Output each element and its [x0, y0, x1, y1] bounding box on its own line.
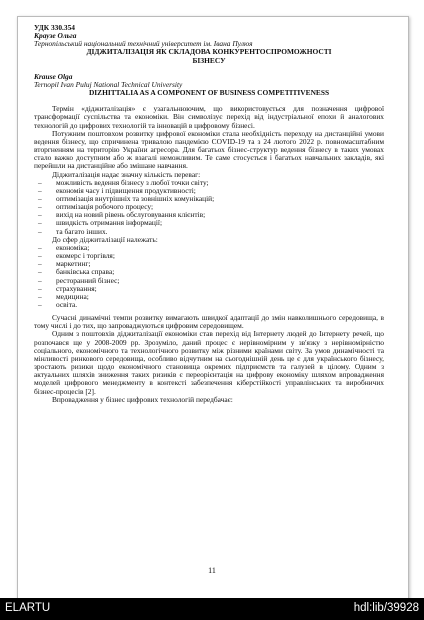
author-en: Krause Olga	[34, 71, 73, 81]
list-item-text: можливість ведення бізнесу з любої точки світу;	[56, 177, 209, 187]
list1-intro: Діджиталізація надає значну кількість переваг:	[52, 169, 201, 179]
list2-intro: До сфер діджиталізації належать:	[52, 234, 158, 244]
affiliation-ua: Тернопільський національний технічний університет ім. Івана Пулюя	[34, 39, 253, 49]
list-item-text: банківська справа;	[56, 267, 115, 277]
list-item-text: оптимізація робочого процесу;	[56, 202, 154, 212]
footer-handle-link[interactable]: hdl:lib/39928	[353, 602, 419, 614]
list-bullet: –	[38, 267, 42, 277]
paragraph-4: Одним з поштовхів діджиталізації економіки став перехід від Інтернету людей до Інтернету речей, що розпочався ще у 2008-2009 рр. Зрозуміло, даний процес є нерівномірним у зв'язку з нерівномірністю соціального, економічного та технологічного розвитку між різними країнами світу. За умов динамічності та мінливості ринкового середовища, особливо відчутним на сьогоднішній день це є для українського бізнесу, зростають ризики щодо економічного становища окремих підприємств та галузей в цілому. Одним з актуальних шляхів зниження таких ризиків є переорієнтація на цифрову економіку шляхом впровадження моделей цифрового менеджменту в контексті забезпечення кіберстійкості управлінських та виробничих бізнес-процесів [2].	[34, 329, 384, 396]
list-bullet: –	[38, 259, 42, 269]
paragraph-3: Сучасні динамічні темпи розвитку вимагають швидкої адаптації до змін навколишнього середовища, в тому числі і до тих, що запроваджуються цифровим середовищем.	[34, 313, 384, 331]
affiliation-en: Ternopil Ivan Puluj National Technical University	[34, 79, 183, 89]
list-bullet: –	[38, 283, 42, 293]
list-bullet: –	[38, 291, 42, 301]
list-item-text: економіка;	[56, 242, 90, 252]
list-item-text: економія часу і підвищення продуктивності;	[56, 185, 196, 195]
footer-repository-label: ELARTU	[5, 602, 51, 614]
list-item-text: оптимізація внутрішніх та зовнішніх комунікацій;	[56, 193, 215, 203]
title-ua-line2: БІЗНЕСУ	[192, 55, 226, 65]
list-item-text: та багато інших.	[56, 226, 108, 236]
list-bullet: –	[38, 218, 42, 228]
list-item-text: швидкість отримання інформації;	[56, 218, 162, 228]
title-en: DIZHITTALIA AS A COMPONENT OF BUSINESS COMPETITIVENESS	[88, 88, 330, 98]
title-ua-line1: ДІДЖИТАЛІЗАЦІЯ ЯК СКЛАДОВА КОНКУРЕНТОСПРОМОЖНОСТІ	[86, 47, 332, 57]
list-item-text: екомерс і торгівля;	[56, 251, 115, 261]
list-item	[34, 301, 384, 309]
spheres-list	[34, 244, 384, 309]
author-ua: Краузе Ольга	[34, 31, 77, 41]
list-bullet: –	[38, 210, 42, 220]
list-bullet: –	[38, 177, 42, 187]
list-item-text: маркетинг;	[56, 259, 91, 269]
footer-bar	[0, 598, 424, 620]
list-bullet: –	[38, 300, 42, 309]
list-bullet: –	[38, 251, 42, 261]
list-item	[34, 293, 384, 301]
list-item-text: медицина;	[56, 291, 89, 301]
list-bullet: –	[38, 185, 42, 195]
list-item-text: освіта.	[56, 300, 78, 309]
paragraph-1: Термін «діджиталізація» є узагальнюючим, що використовується для позначення цифрової трансформації суспільства та економіки. Він символізує перехід від індустріальної епохи й аналогових технологій до цифрових технологій та інновацій в цифровому бізнесі.	[34, 104, 384, 130]
udk-code: УДК 330.354	[34, 23, 75, 32]
list-item-text: ресторанний бізнес;	[56, 275, 120, 285]
list-item-text: вихід на новий рівень обслуговування клієнтів;	[56, 210, 206, 220]
list-bullet: –	[38, 202, 42, 212]
list-bullet: –	[38, 275, 42, 285]
page-number: 11	[208, 566, 216, 575]
advantages-list	[34, 179, 384, 236]
list-bullet: –	[38, 242, 42, 252]
list-bullet: –	[38, 193, 42, 203]
document-body	[34, 24, 384, 404]
paragraph-2: Потужним поштовхом розвитку цифрової економіки стала необхідність переходу на дистанційні умови ведення бізнесу, що спричинена тривалою пандемією COVID-19 та з 24 лютого 2022 р. повномасштабним вторгненням на територію України агресора. Для багатьох бізнес-структур ведення бізнесу в таких умовах стало важко доступним або ж взагалі неможливим. Те саме стосується і багатьох навчальних закладів, які перейшли на дистанційне або змішане навчання.	[34, 128, 384, 171]
list-item-text: страхування;	[56, 283, 97, 293]
paragraph-5: Впровадження у бізнес цифрових технологій передбачає:	[52, 394, 233, 404]
list-bullet: –	[38, 226, 42, 236]
